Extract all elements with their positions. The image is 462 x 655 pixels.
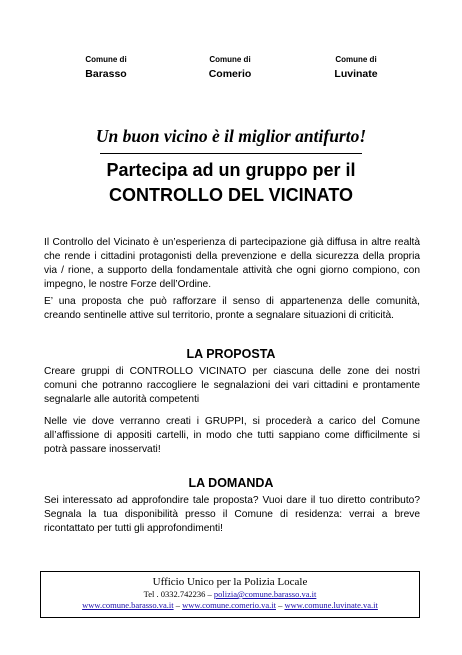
- website-link-luvinate[interactable]: www.comune.luvinate.va.it: [284, 600, 378, 610]
- municipality-prefix: Comune di: [85, 55, 127, 64]
- section-title-proposta: LA PROPOSTA: [186, 347, 276, 361]
- footer-tel: Tel . 0332.742236 –: [143, 589, 212, 599]
- website-link-comerio[interactable]: www.comune.comerio.va.it: [182, 600, 276, 610]
- municipality-prefix: Comune di: [335, 55, 377, 64]
- footer-office-name: Ufficio Unico per la Polizia Locale: [152, 576, 308, 588]
- footer-email-link[interactable]: polizia@comune.barasso.va.it: [213, 589, 317, 599]
- municipality-comerio: [180, 54, 280, 82]
- intro-paragraph-1: Il Controllo del Vicinato è un’esperienza di partecipazione già diffusa in altre realtà che rende i cittadini protagonisti della prevenzione e della sicurezza della propria via / rione, a supporto della fondamentale attività che ogni giorno compiono, con impegno, le nostre Forze dell’Ordine.: [44, 237, 420, 290]
- municipality-name: Luvinate: [334, 68, 378, 80]
- municipality-name: Comerio: [208, 68, 252, 80]
- domanda-paragraph: Sei interessato ad approfondire tale proposta? Vuoi dare il tuo diretto contributo? Segnala la tua disponibilità presso il Comune di residenza: verrai a breve ricontattato per tutti gli approfondimenti!: [44, 495, 420, 534]
- municipality-barasso: [56, 54, 156, 82]
- municipality-name: Barasso: [85, 68, 127, 80]
- proposta-paragraph-1: Creare gruppi di CONTROLLO VICINATO per ciascuna delle zone dei nostri comuni che potranno raccogliere le segnalazioni dei vari cittadini e prontamente segnalarle alle autorità competenti: [44, 366, 420, 405]
- municipality-luvinate: [306, 54, 406, 82]
- municipality-prefix: Comune di: [209, 55, 251, 64]
- section-title-domanda: LA DOMANDA: [188, 476, 274, 490]
- separator: –: [275, 600, 285, 610]
- title-divider: [100, 153, 362, 154]
- separator: –: [173, 600, 183, 610]
- intro-paragraph-2: E’ una proposta che può rafforzare il senso di appartenenza delle comunità, creando sentinelle attive sul territorio, pronte a segnalare situazioni di criticità.: [44, 296, 420, 321]
- footer-contact-line: [41, 589, 419, 600]
- headline: [0, 158, 462, 208]
- proposta-paragraph-2: Nelle vie dove verranno creati i GRUPPI, si procederà a carico del Comune all’affissione di appositi cartelli, in modo che tutti sappiano come difficilmente si potrà passare inosservati!: [44, 416, 420, 455]
- website-link-barasso[interactable]: www.comune.barasso.va.it: [82, 600, 174, 610]
- headline-line2: CONTROLLO DEL VICINATO: [108, 185, 353, 205]
- footer-websites: [41, 600, 419, 611]
- footer-contact-box: [40, 571, 420, 618]
- slogan: Un buon vicino è il miglior antifurto!: [95, 126, 367, 146]
- headline-line1: Partecipa ad un gruppo per il: [106, 160, 356, 180]
